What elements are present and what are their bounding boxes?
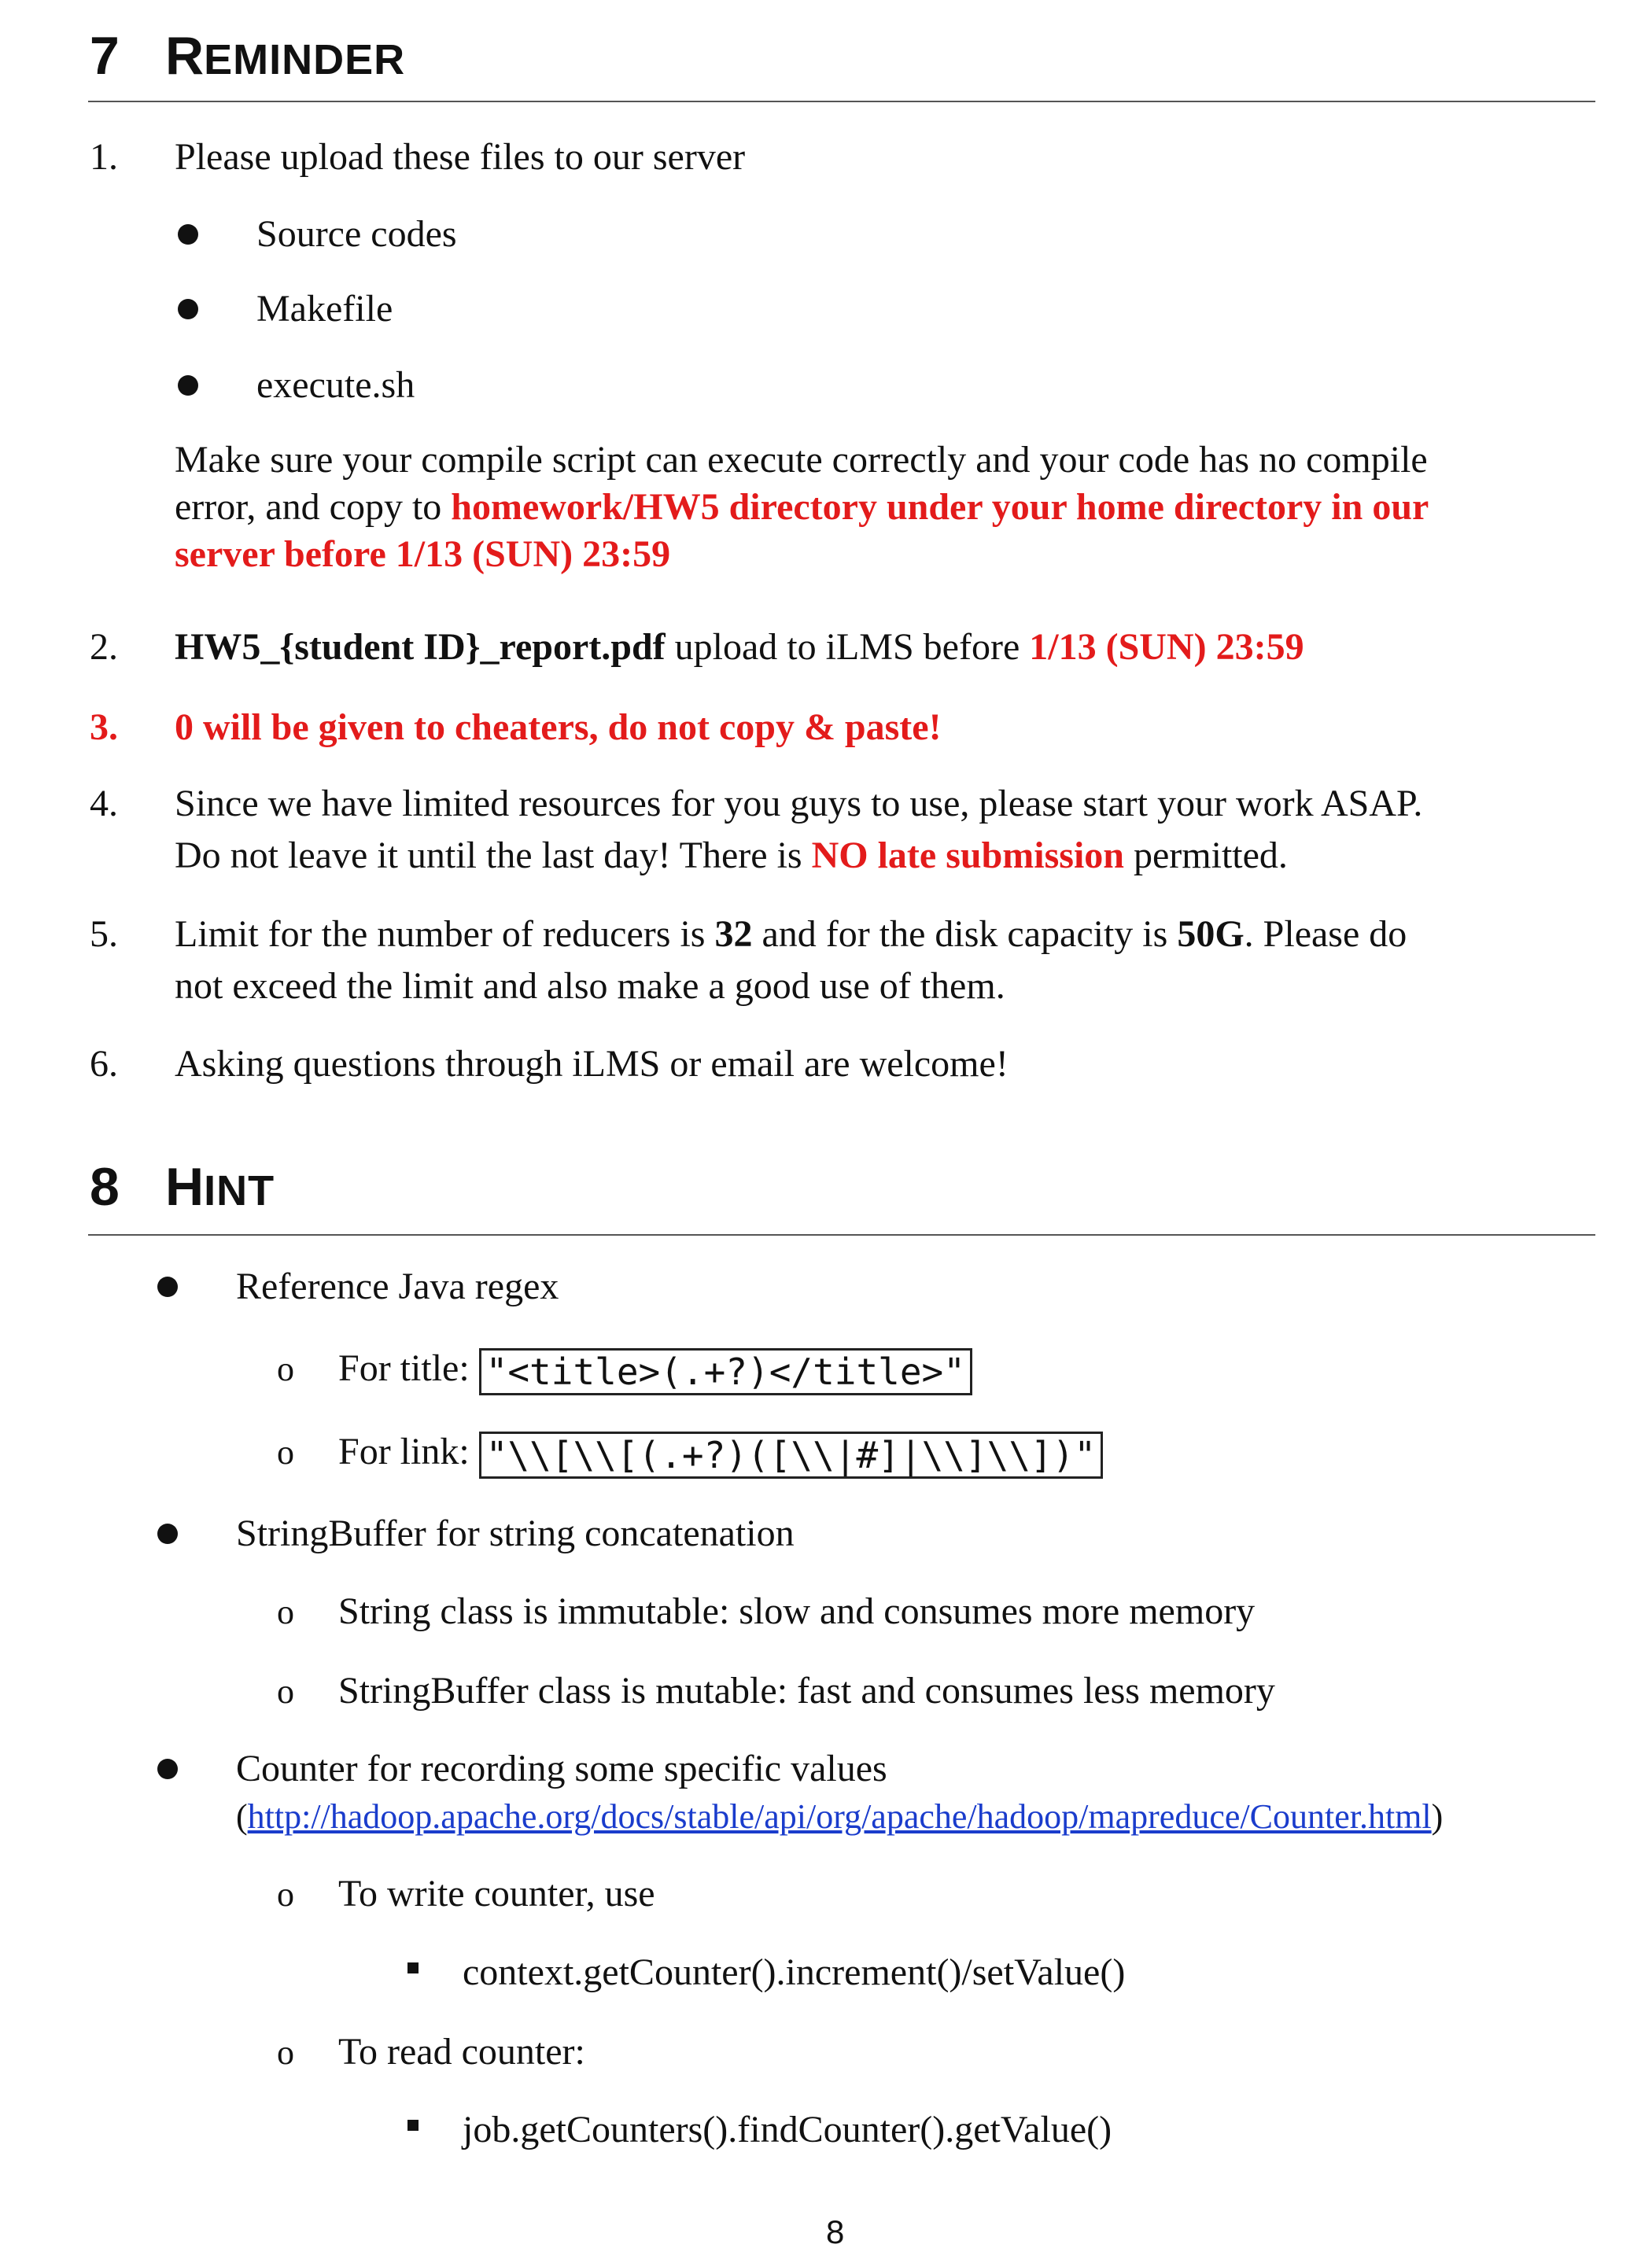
late-submission-highlight: NO late submission: [811, 835, 1124, 876]
hint-subitem-text: StringBuffer class is mutable: fast and consumes less memory: [338, 1670, 1275, 1712]
deadline-highlight: server before 1/13 (SUN) 23:59: [175, 533, 671, 575]
circle-bullet-icon: o: [277, 1350, 294, 1388]
bullet-icon: [157, 1277, 178, 1297]
list-marker: 5.: [90, 913, 118, 955]
item-text: and for the disk capacity is: [752, 913, 1178, 955]
section-divider: [88, 101, 1595, 102]
instruction-paragraph-line: Make sure your compile script can execute correctly and your code has no compile: [175, 439, 1428, 481]
list-item-text: [175, 624, 1304, 671]
deadline-highlight: homework/HW5 directory under your home directory in our: [451, 486, 1429, 528]
list-marker: 6.: [90, 1043, 118, 1085]
list-item-text: Since we have limited resources for you guys to use, please start your work ASAP.: [175, 783, 1423, 824]
list-item-text: Asking questions through iLMS or email are welcome!: [175, 1043, 1009, 1085]
hint-subitem-text: String class is immutable: slow and consumes more memory: [338, 1590, 1256, 1632]
section-title-initial: H: [165, 1157, 205, 1217]
regex-title-code: "<title>(.+?)</title>": [479, 1348, 972, 1395]
hint-subitem-text: To read counter:: [338, 2031, 585, 2073]
circle-bullet-icon: o: [277, 1875, 294, 1914]
item-text: permitted.: [1123, 835, 1288, 876]
reducer-limit: 32: [714, 913, 753, 955]
section-number: 8: [90, 1157, 120, 1217]
list-marker: 1.: [90, 136, 118, 178]
counter-doc-reference: [236, 1793, 1443, 1841]
instruction-paragraph-line: [175, 484, 1429, 531]
bullet-icon: [157, 1759, 178, 1779]
list-item-text: [175, 911, 1407, 958]
item-text: Limit for the number of reducers is: [175, 913, 715, 955]
section-heading-reminder: [90, 25, 405, 87]
regex-link-line: [338, 1428, 1103, 1479]
list-item-text: not exceed the limit and also make a good use of them.: [175, 965, 1005, 1007]
hint-item-text: Reference Java regex: [236, 1266, 559, 1307]
counter-read-code: job.getCounters().findCounter().getValue(): [463, 2109, 1112, 2150]
regex-title-line: [338, 1345, 972, 1395]
counter-doc-link[interactable]: http://hadoop.apache.org/docs/stable/api/org/apache/hadoop/mapreduce/Counter.html: [247, 1797, 1432, 1836]
section-heading-hint: [90, 1156, 275, 1218]
hint-item-text: Counter for recording some specific values: [236, 1748, 887, 1789]
file-item: execute.sh: [256, 364, 415, 406]
circle-bullet-icon: o: [277, 2033, 294, 2072]
section-number: 7: [90, 26, 120, 86]
circle-bullet-icon: o: [277, 1593, 294, 1631]
item-text: . Please do: [1244, 913, 1407, 955]
hint-item-text: StringBuffer for string concatenation: [236, 1513, 795, 1554]
bullet-icon: [178, 375, 198, 396]
list-marker: 2.: [90, 626, 118, 668]
report-filename: HW5_{student ID}_report.pdf: [175, 626, 666, 668]
list-marker: 4.: [90, 783, 118, 824]
bullet-icon: [178, 224, 198, 245]
regex-label: For title:: [338, 1347, 479, 1389]
square-bullet-icon: [407, 1962, 419, 1973]
list-item-text: [175, 832, 1288, 879]
page-number: 8: [826, 2213, 845, 2250]
list-marker: 3.: [90, 706, 118, 748]
counter-write-code: context.getCounter().increment()/setValue(): [463, 1951, 1126, 1993]
cheating-warning: 0 will be given to cheaters, do not copy & paste!: [175, 706, 942, 748]
circle-bullet-icon: o: [277, 1672, 294, 1711]
section-title-rest: EMINDER: [204, 36, 406, 83]
item-text: Do not leave it until the last day! There is: [175, 835, 812, 876]
disk-limit: 50G: [1177, 913, 1245, 955]
paren: (: [236, 1797, 248, 1836]
section-title-initial: R: [165, 26, 205, 86]
hint-subitem-text: To write counter, use: [338, 1873, 655, 1914]
paren: ): [1431, 1797, 1444, 1836]
deadline-highlight: 1/13 (SUN) 23:59: [1029, 626, 1304, 668]
square-bullet-icon: [407, 2120, 419, 2131]
section-title-rest: INT: [204, 1167, 275, 1214]
regex-label: For link:: [338, 1431, 479, 1472]
file-item: Makefile: [256, 288, 393, 330]
list-item-text: Please upload these files to our server: [175, 136, 746, 178]
paragraph-text: error, and copy to: [175, 486, 452, 528]
bullet-icon: [157, 1524, 178, 1544]
item-text: upload to iLMS before: [665, 626, 1030, 668]
file-item: Source codes: [256, 213, 457, 255]
circle-bullet-icon: o: [277, 1433, 294, 1472]
bullet-icon: [178, 299, 198, 319]
regex-link-code: "\\[\\[(.+?)([\\|#]|\\]\\])": [479, 1432, 1103, 1479]
section-divider: [88, 1234, 1595, 1236]
